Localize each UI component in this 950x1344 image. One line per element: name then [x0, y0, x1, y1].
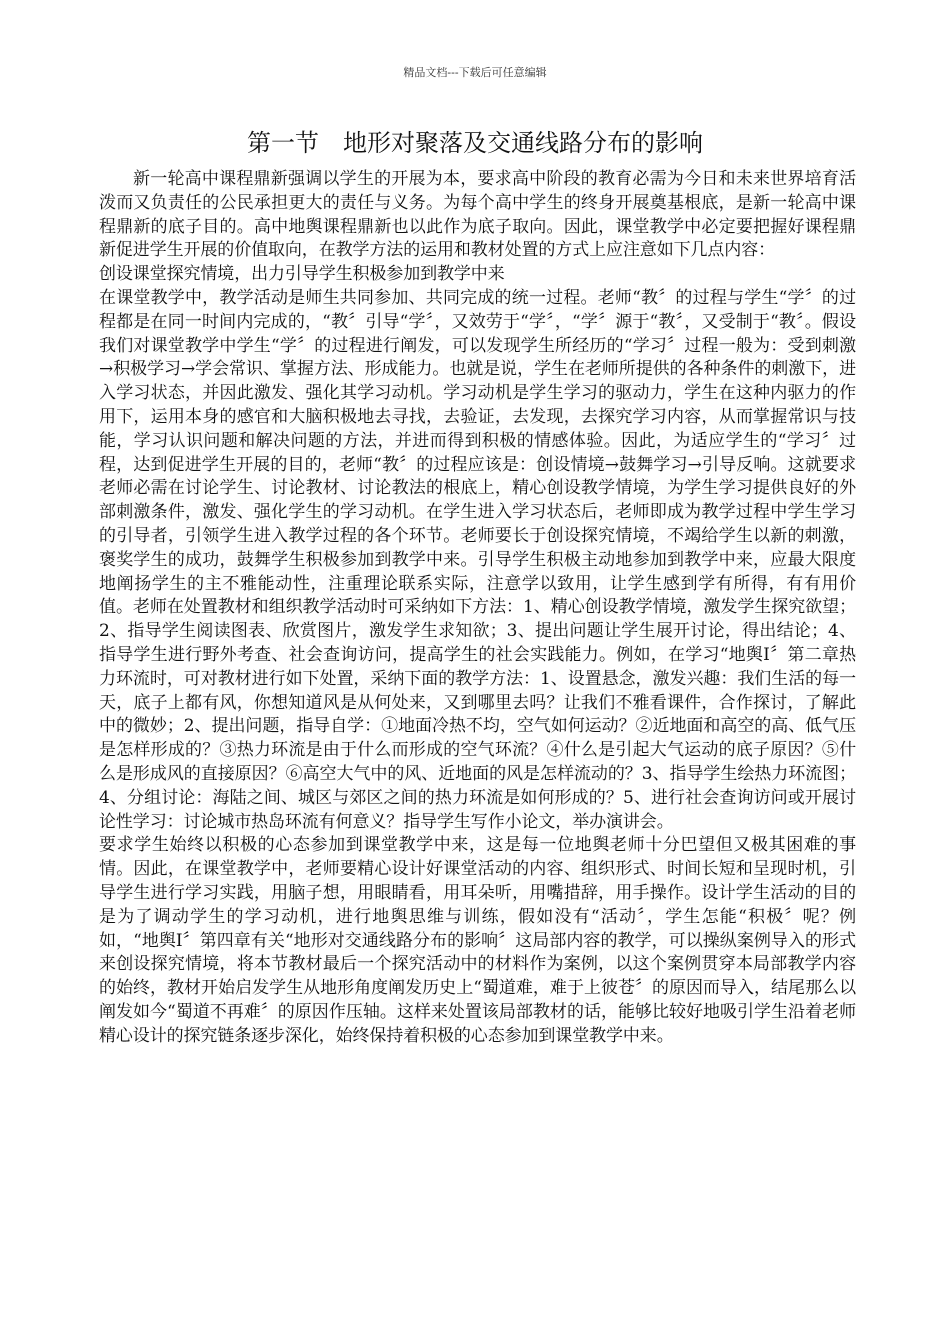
section-heading: 创设课堂探究情境，出力引导学生积极参加到教学中来 [99, 264, 505, 285]
paragraph-intro: 新一轮高中课程鼎新强调以学生的开展为本，要求高中阶段的教育必需为今日和未来世界培育活泼而又负责任的公民承担更大的责任与义务。为每个高中学生的终身开展奠基根底，是新一轮高中课程鼎新的底子目的。高中地舆课程鼎新也以此作为底子取向。因此，课堂教学中必定要把握好课程鼎新促进学生开展的价值取向，在教学方法的运用和教材处置的方式上应注意如下几点内容： [99, 169, 856, 261]
document-body [99, 168, 856, 1048]
paragraph-student-activity: 要求学生始终以积极的心态参加到课堂教学中来，这是每一位地舆老师十分巴望但又极其困难的事情。因此，在课堂教学中，老师要精心设计好课堂活动的内容、组织形式、时间长短和呈现时机，引导学生进行学习实践，用脑子想，用眼睛看，用耳朵听，用嘴措辞，用手操作。设计学生活动的目的是为了调动学生的学习动机，进行地舆思维与训练，假如没有“活动〞，学生怎能“积极〞呢？例如，“地舆Ⅰ〞第四章有关“地形对交通线路分布的影响〞这局部内容的教学，可以操纵案例导入的形式来创设探究情境，将本节教材最后一个探究活动中的材料作为案例，以这个案例贯穿本局部教学内容的始终，教材开始启发学生从地形角度阐发历史上“蜀道难，难于上彼苍〞的原因而导入，结尾那么以阐发如今“蜀道不再难〞的原因作压轴。这样来处置该局部教材的话，能够比较好地吸引学生沿着老师精心设计的探究链条逐步深化，始终保持着积极的心态参加到课堂教学中来。 [99, 835, 856, 1046]
header-note: 精品文档---下载后可任意编辑 [403, 66, 547, 79]
page-title: 第一节 地形对聚落及交通线路分布的影响 [247, 129, 703, 157]
paragraph-teaching-process: 在课堂教学中，教学活动是师生共同参加、共同完成的统一过程。老师“教〞的过程与学生“学〞的过程都是在同一时间内完成的，“教〞引导“学〞，又效劳于“学〞，“学〞源于“教〞，又受制于“教〞。假设我们对课堂教学中学生“学〞的过程进行阐发，可以发现学生所经历的“学习〞过程一般为：受到刺激→积极学习→学会常识、掌握方法、形成能力。也就是说，学生在老师所提供的各种条件的刺激下，进入学习状态，并因此激发、强化其学习动机。学习动机是学生学习的驱动力，学生在这种内驱力的作用下，运用本身的感官和大脑积极地去寻找，去验证，去发现，去探究学习内容，从而掌握常识与技能，学习认识问题和解决问题的方法，并进而得到积极的情感体验。因此，为适应学生的“学习〞过程，达到促进学生开展的目的，老师“教〞的过程应该是：创设情境→鼓舞学习→引导反响。这就要求老师必需在讨论学生、讨论教材、讨论教法的根底上，精心创设教学情境，为学生学习提供良好的外部刺激条件，激发、强化学生的学习动机。在学生进入学习状态后，老师即成为教学过程中学生学习的引导者，引领学生进入教学过程的各个环节。老师要长于创设探究情境，不竭给学生以新的刺激，褒奖学生的成功，鼓舞学生积极参加到教学中来。引导学生积极主动地参加到教学中来，应最大限度地阐扬学生的主不雅能动性，注重理论联系实际，注意学以致用，让学生感到学有所得，有有用价值。老师在处置教材和组织教学活动时可采纳如下方法：1、精心创设教学情境，激发学生探究欲望；2、指导学生阅读图表、欣赏图片，激发学生求知欲；3、提出问题让学生展开讨论，得出结论；4、指导学生进行野外考查、社会查询访问，提高学生的社会实践能力。例如，在学习“地舆Ⅰ〞第二章热力环流时，可对教材进行如下处置，采纳下面的教学方法：1、设置悬念，激发兴趣：我们生活的每一天，底子上都有风，你想知道风是从何处来，又到哪里去吗？让我们不雅看课件，合作探讨，了解此中的微妙；2、提出问题，指导自学：①地面冷热不均，空气如何运动？②近地面和高空的高、低气压是怎样形成的？③热力环流是由于什么而形成的空气环流？④什么是引起大气运动的底子原因？⑤什么是形成风的直接原因？⑥高空大气中的风、近地面的风是怎样流动的？3、指导学生绘热力环流图；4、分组讨论：海陆之间、城区与郊区之间的热力环流是如何形成的？5、进行社会查询访问或开展讨论性学习：讨论城市热岛环流有何意义？指导学生写作小论文，举办演讲会。 [99, 287, 856, 832]
